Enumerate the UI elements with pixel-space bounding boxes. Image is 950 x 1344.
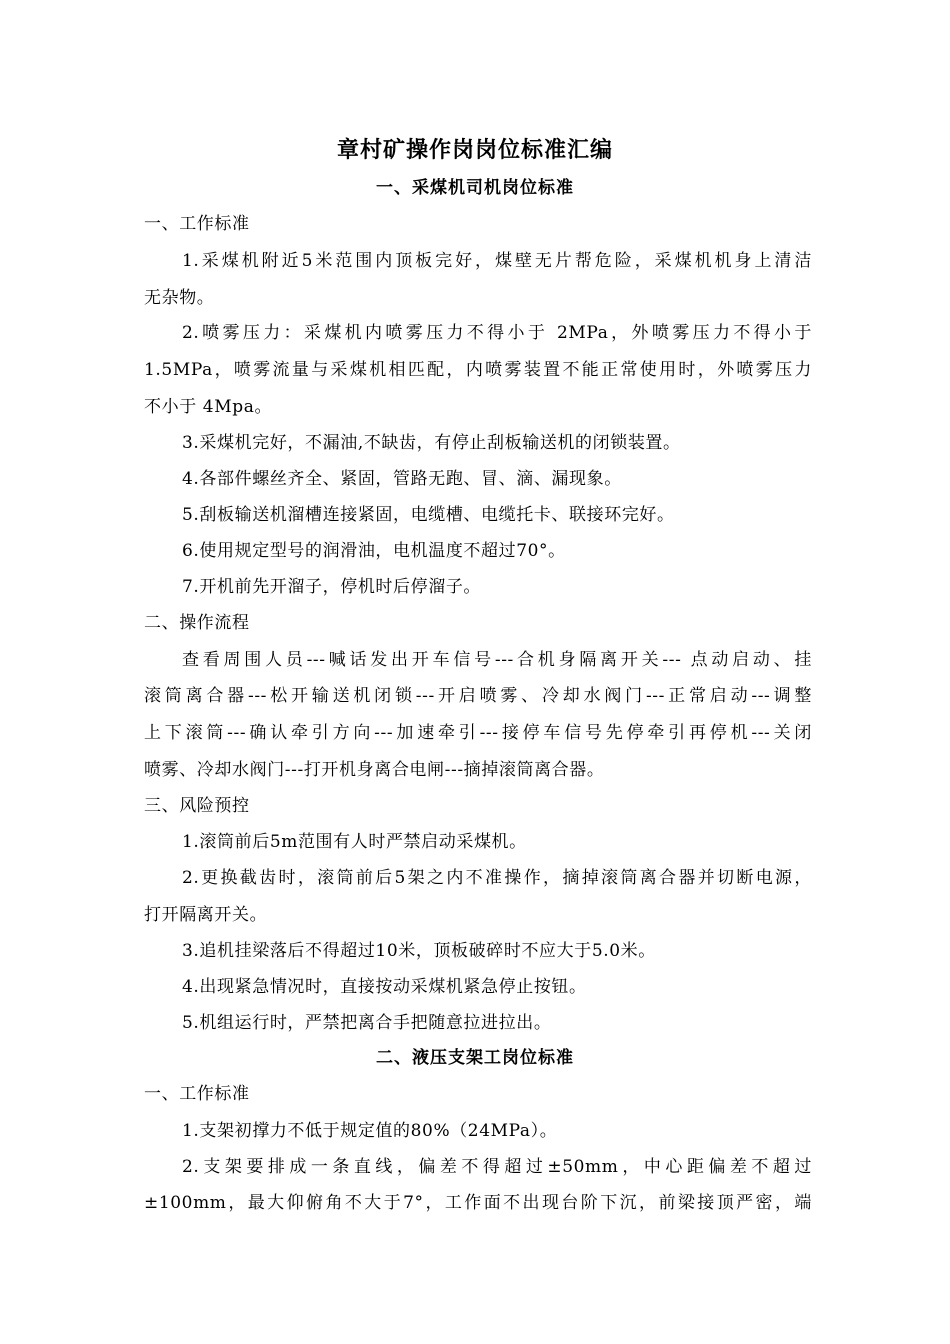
section1-risk4: 4.出现紧急情况时，直接按动采煤机紧急停止按钮。 xyxy=(182,977,587,997)
section1-process-heading: 二、操作流程 xyxy=(144,613,250,633)
section1-risk-heading: 三、风险预控 xyxy=(144,796,250,816)
section1-risk1: 1.滚筒前后5m范围有人时严禁启动采煤机。 xyxy=(182,832,527,852)
document-title: 章村矿操作岗岗位标准汇编 xyxy=(336,137,613,163)
section2-heading: 二、液压支架工岗位标准 xyxy=(376,1048,574,1068)
section1-item3: 3.采煤机完好，不漏油,不缺齿，有停止刮板输送机的闭锁装置。 xyxy=(182,433,681,453)
section1-work-standard-heading: 一、工作标准 xyxy=(144,214,250,234)
section1-risk2-line1: 2.更换截齿时，滚筒前后5架之内不准操作，摘掉滚筒离合器并切断电源， xyxy=(182,868,812,888)
section1-item1-line2: 无杂物。 xyxy=(144,288,215,308)
section1-item5: 5.刮板输送机溜槽连接紧固，电缆槽、电缆托卡、联接环完好。 xyxy=(182,505,675,525)
section1-process-line3: 上下滚筒---确认牵引方向---加速牵引---接停车信号先停牵引再停机---关闭 xyxy=(144,723,812,743)
section1-item7: 7.开机前先开溜子，停机时后停溜子。 xyxy=(182,577,482,597)
section1-process-line4: 喷雾、冷却水阀门---打开机身离合电闸---摘掉滚筒离合器。 xyxy=(144,760,605,780)
section1-process-line1: 查看周围人员---喊话发出开车信号---合机身隔离开关--- 点动启动、挂 xyxy=(182,650,812,670)
section1-risk5: 5.机组运行时，严禁把离合手把随意拉进拉出。 xyxy=(182,1013,552,1033)
section1-item6: 6.使用规定型号的润滑油，电机温度不超过70°。 xyxy=(182,541,566,561)
section2-item2-line2: ±100mm，最大仰俯角不大于7°，工作面不出现台阶下沉，前梁接顶严密，端 xyxy=(144,1193,812,1213)
section1-risk3: 3.追机挂梁落后不得超过10米，顶板破碎时不应大于5.0米。 xyxy=(182,941,656,961)
section2-item2-line1: 2.支架要排成一条直线，偏差不得超过±50mm，中心距偏差不超过 xyxy=(182,1157,812,1177)
section1-heading: 一、采煤机司机岗位标准 xyxy=(376,178,574,198)
section1-item2-line2: 1.5MPa，喷雾流量与采煤机相匹配，内喷雾装置不能正常使用时，外喷雾压力 xyxy=(144,360,812,380)
section1-risk2-line2: 打开隔离开关。 xyxy=(144,905,268,925)
section1-item2-line1: 2.喷雾压力：采煤机内喷雾压力不得小于 2MPa，外喷雾压力不得小于 xyxy=(182,323,812,343)
section2-work-standard-heading: 一、工作标准 xyxy=(144,1084,250,1104)
section1-item1-line1: 1.采煤机附近5米范围内顶板完好，煤壁无片帮危险，采煤机机身上清洁 xyxy=(182,251,812,271)
section1-process-line2: 滚筒离合器---松开输送机闭锁---开启喷雾、冷却水阀门---正常启动---调整 xyxy=(144,686,812,706)
section1-item2-line3: 不小于 4Mpa。 xyxy=(144,397,273,417)
section2-item1: 1.支架初撑力不低于规定值的80%（24MPa）。 xyxy=(182,1121,558,1141)
section1-item4: 4.各部件螺丝齐全、紧固，管路无跑、冒、滴、漏现象。 xyxy=(182,469,622,489)
